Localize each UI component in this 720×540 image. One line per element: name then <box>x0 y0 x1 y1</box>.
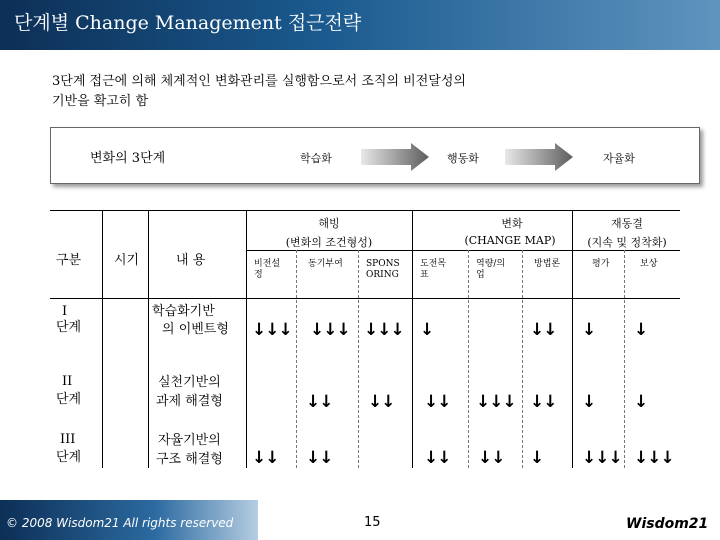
phase-autonomy: 자율화 <box>603 152 635 165</box>
table-dashed-divider <box>624 250 625 468</box>
row-motivation-arrows: ↓↓↓ <box>310 320 350 340</box>
phase-learning: 학습화 <box>300 152 332 165</box>
row-motivation-arrows: ↓↓ <box>306 448 333 468</box>
subheader-line <box>246 250 680 251</box>
row-content-line-2: 의 이벤트형 <box>162 322 229 337</box>
subtitle-line-2: 기반을 확고히 함 <box>52 94 149 109</box>
row-direction-arrows: ↓↓ <box>530 320 557 340</box>
row-content-line-2: 구조 해결형 <box>156 452 223 467</box>
row-reward-arrows: ↓ <box>634 392 648 412</box>
row-motivation-arrows: ↓↓ <box>306 392 333 412</box>
table-divider <box>148 210 149 468</box>
phase-label: 변화의 3단계 <box>90 151 166 166</box>
row-direction-arrows: ↓ <box>530 448 544 468</box>
row-content-line-1: 학습화기반 <box>152 304 215 319</box>
table-divider <box>102 210 103 468</box>
row-vision-arrows: ↓↓ <box>252 448 279 468</box>
col-header-content: 내 용 <box>176 253 206 268</box>
row-stage-number: II <box>62 374 73 389</box>
row-challenge-arrows: ↓ <box>420 320 434 340</box>
col-header-evaluation: 평가 <box>592 259 610 269</box>
table-divider <box>412 210 413 468</box>
col-header-stage: 구분 <box>56 253 82 268</box>
col-header-sponsoring: SPONSORING <box>366 259 400 280</box>
table-divider <box>572 210 573 468</box>
page-number: 15 <box>364 515 381 530</box>
group-header-change-title: 변화 <box>501 217 523 230</box>
col-header-challenge: 도전목표 <box>420 259 447 280</box>
table-header-border <box>50 298 680 299</box>
col-header-vision: 비전설정 <box>254 259 281 280</box>
row-content-line-1: 실천기반의 <box>158 375 221 390</box>
row-capability-arrows: ↓↓ <box>478 448 505 468</box>
row-challenge-arrows: ↓↓ <box>424 448 451 468</box>
col-header-reward: 보상 <box>640 259 658 269</box>
brand-logo-text: Wisdom21 <box>626 516 709 532</box>
phase-arrow-1 <box>361 143 431 171</box>
group-header-refreeze-sub: (지속 및 정착화) <box>587 236 667 249</box>
subtitle-line-1: 3단계 접근에 의해 체계적인 변화관리를 실행함으로서 조직의 비전달성의 <box>52 74 466 89</box>
table-dashed-divider <box>522 250 523 468</box>
page-title: 단계별 Change Management 접근전략 <box>14 12 362 34</box>
phase-action: 행동화 <box>447 152 479 165</box>
phase-arrow-2 <box>505 143 575 171</box>
row-content-line-1: 자율기반의 <box>158 433 221 448</box>
group-header-change-sub: (CHANGE MAP) <box>464 234 556 247</box>
row-content-line-2: 과제 해결형 <box>156 394 223 409</box>
copyright-text: © 2008 Wisdom21 All rights reserved <box>6 516 234 530</box>
col-header-direction: 방법론 <box>534 259 561 269</box>
row-reward-arrows: ↓ <box>634 320 648 340</box>
row-stage-label: 단계 <box>56 450 82 465</box>
col-header-capability: 역량/의 업 <box>476 259 506 280</box>
row-reward-arrows: ↓↓↓ <box>634 448 674 468</box>
row-direction-arrows: ↓↓ <box>530 392 557 412</box>
row-evaluation-arrows: ↓ <box>582 320 596 340</box>
table-dashed-divider <box>296 250 297 468</box>
row-stage-number: I <box>62 304 68 319</box>
row-evaluation-arrows: ↓ <box>582 392 596 412</box>
row-evaluation-arrows: ↓↓↓ <box>582 448 622 468</box>
row-stage-number: III <box>60 432 76 447</box>
col-header-motivation: 동기부여 <box>308 259 343 269</box>
table-top-border <box>50 210 680 211</box>
row-vision-arrows: ↓↓↓ <box>252 320 292 340</box>
row-stage-label: 단계 <box>56 320 82 335</box>
row-stage-label: 단계 <box>56 392 82 407</box>
table-dashed-divider <box>468 250 469 468</box>
row-sponsoring-arrows: ↓↓↓ <box>364 320 404 340</box>
table-dashed-divider <box>358 250 359 468</box>
group-header-unfreeze-title: 해빙 <box>318 217 340 230</box>
group-header-refreeze-title: 재동결 <box>611 217 643 230</box>
row-sponsoring-arrows: ↓↓ <box>368 392 395 412</box>
group-header-unfreeze-sub: (변화의 조건형성) <box>285 236 373 249</box>
col-header-timing: 시기 <box>114 253 140 268</box>
row-capability-arrows: ↓↓↓ <box>476 392 516 412</box>
row-challenge-arrows: ↓↓ <box>424 392 451 412</box>
